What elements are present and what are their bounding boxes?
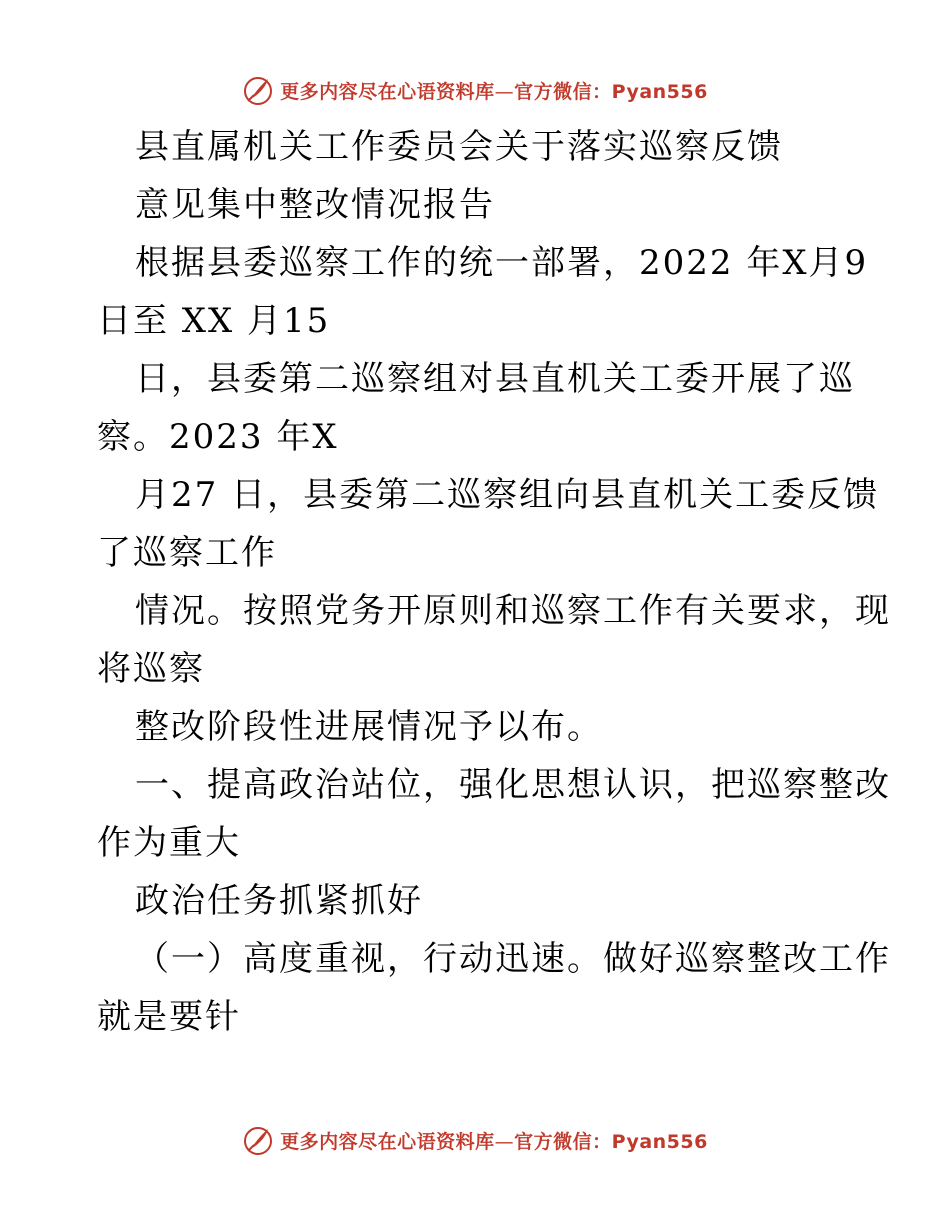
document-body bbox=[97, 118, 891, 1046]
footer-banner-text bbox=[280, 1127, 708, 1154]
banner-separator: — bbox=[494, 80, 515, 103]
document-line: 县直属机关工作委员会关于落实巡察反馈 bbox=[135, 127, 783, 167]
banner-slogan: 更多内容尽在心语资料库 bbox=[280, 1130, 495, 1153]
document-line: （一）高度重视，行动迅速。做好巡察整改工作 bbox=[135, 939, 891, 979]
header-banner bbox=[0, 70, 950, 110]
document-line: 根据县委巡察工作的统一部署，2022 年X月9 bbox=[135, 243, 869, 283]
document-line: 日至 XX 月15 bbox=[97, 301, 331, 341]
document-line: 将巡察 bbox=[97, 649, 205, 689]
header-banner-text bbox=[280, 77, 708, 104]
document-line: 意见集中整改情况报告 bbox=[135, 185, 495, 225]
banner-slogan: 更多内容尽在心语资料库 bbox=[280, 80, 495, 103]
quill-logo-icon bbox=[242, 1124, 274, 1156]
document-line: 一、提高政治站位，强化思想认识，把巡察整改 bbox=[135, 765, 891, 805]
footer-banner bbox=[0, 1120, 950, 1160]
banner-contact: 官方微信：Pyan556 bbox=[514, 80, 708, 103]
document-line: 了巡察工作 bbox=[97, 533, 277, 573]
document-line: 作为重大 bbox=[97, 823, 241, 863]
document-line: 就是要针 bbox=[97, 997, 241, 1037]
banner-separator: — bbox=[494, 1130, 515, 1153]
banner-contact: 官方微信：Pyan556 bbox=[514, 1130, 708, 1153]
document-line: 政治任务抓紧抓好 bbox=[135, 881, 423, 921]
document-line: 月27 日，县委第二巡察组向县直机关工委反馈 bbox=[135, 475, 880, 515]
document-line: 情况。按照党务开原则和巡察工作有关要求，现 bbox=[135, 591, 891, 631]
quill-logo-icon bbox=[242, 74, 274, 106]
document-line: 整改阶段性进展情况予以布。 bbox=[135, 707, 603, 747]
document-line: 察。2023 年X bbox=[97, 417, 339, 457]
document-line: 日，县委第二巡察组对县直机关工委开展了巡 bbox=[135, 359, 855, 399]
